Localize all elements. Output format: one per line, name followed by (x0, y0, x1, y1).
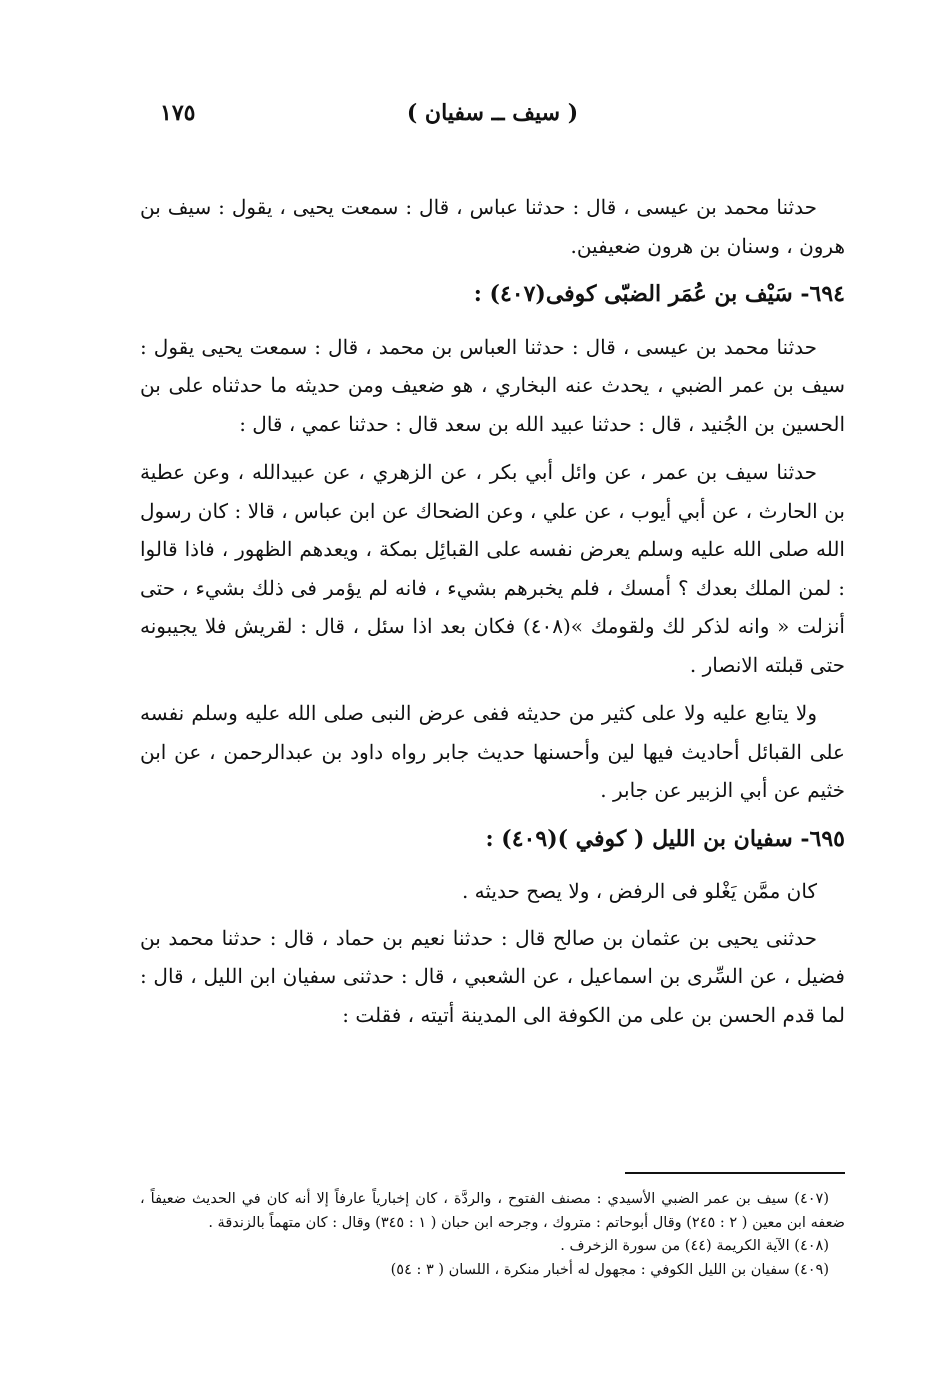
footnote-separator (625, 1172, 845, 1174)
footnote-408: (٤٠٨) الآية الكريمة (٤٤) من سورة الزخرف . (560, 1238, 829, 1254)
paragraph-2: حدثنا محمد بن عيسى ، قال : حدثنا العباس بن محمد ، قال : سمعت يحيى يقول : سيف بن عمر الضبي ، يحدث عنه البخاري ، هو ضعيف ومن حديثه ما حدثناه على بن الحسين بن الجُنيد ، قال : حدثنا عبيد الله بن سعد قال : حدثنا عمي ، قال : (140, 334, 845, 436)
entry-695-title: سفيان بن الليل ( كوفي )(٤٠٩) : (485, 825, 793, 852)
page-number: ١٧٥ (160, 100, 196, 126)
paragraph-5: كان ممَّن يَغْلو فى الرفض ، ولا يصح حديثه . (461, 879, 817, 903)
paragraph-3: حدثنا سيف بن عمر ، عن وائل أبي بكر ، عن الزهري ، عن عبيدالله ، وعن عطية بن الحارث ، عن أبي أيوب ، عن علي ، وعن الضحاك عن ابن عباس ، قالا : كان رسول الله صلى الله عليه وسلم يعرض نفسه على القبائِل بمكة ، ويعدهم الظهور ، فاذا قالوا : لمن الملك بعدك ؟ أمسك ، فلم يخبرهم بشيء ، فانه لم يؤمر فى ذلك بشيء ، حتى أنزلت « وانه لذكر لك ولقومك »(٤٠٨) فكان بعد اذا سئل ، قال : لقريش فلا يجيبونه حتى قبلته الانصار . (140, 460, 845, 677)
entry-694-number: ٦٩٤- (800, 281, 845, 307)
paragraph-1: حدثنا محمد بن عيسى ، قال : حدثنا عباس ، قال : سمعت يحيى ، يقول : سيف بن هرون ، وسنان بن هرون ضعيفين. (140, 195, 845, 258)
entry-694-heading (140, 275, 845, 314)
footnote-409: (٤٠٩) سفيان بن الليل الكوفي : مجهول له أخبار منكرة ، اللسان ( ٣ : ٥٤) (390, 1261, 829, 1278)
entry-695-heading (140, 820, 845, 859)
entry-695-number: ٦٩٥- (800, 825, 845, 852)
main-text (140, 188, 845, 1044)
footnote-407: (٤٠٧) سيف بن عمر الضبي الأسيدي : مصنف الفتوح ، والردَّة ، كان إخبارياً عارفاً إلا أنه كان في الحديث ضعيفاً ، ضعفه ابن معين ( ٢ : ٢٤٥) وقال أبوحاتم : متروك ، وجرحه ابن حبان ( ١ : ٣٤٥) وقال : كان متهماً بالزندقة . (140, 1191, 845, 1231)
paragraph-4: ولا يتابع عليه ولا على كثير من حديثه ففى عرض النبى صلى الله عليه وسلم نفسه على القبائل أحاديث فيها لين وأحسنها حديث جابر رواه داود بن عبدالرحمن ، عن ابن خثيم عن أبي الزبير عن جابر . (140, 701, 845, 802)
running-title: ( سيف ــ سفيان ) (406, 100, 579, 126)
entry-694-title: سَيْف بن عُمَر الضبّى كوفى(٤٠٧) : (473, 281, 793, 307)
paragraph-6: حدثنى يحيى بن عثمان بن صالح قال : حدثنا نعيم بن حماد ، قال : حدثنا محمد بن فضيل ، عن السِّرى بن اسماعيل ، عن الشعبي ، قال : حدثنى سفيان ابن الليل ، قال : لما قدم الحسن بن على من الكوفة الى المدينة أتيته ، فقلت : (140, 925, 845, 1027)
page-header (140, 100, 845, 140)
footnotes (140, 1188, 845, 1282)
